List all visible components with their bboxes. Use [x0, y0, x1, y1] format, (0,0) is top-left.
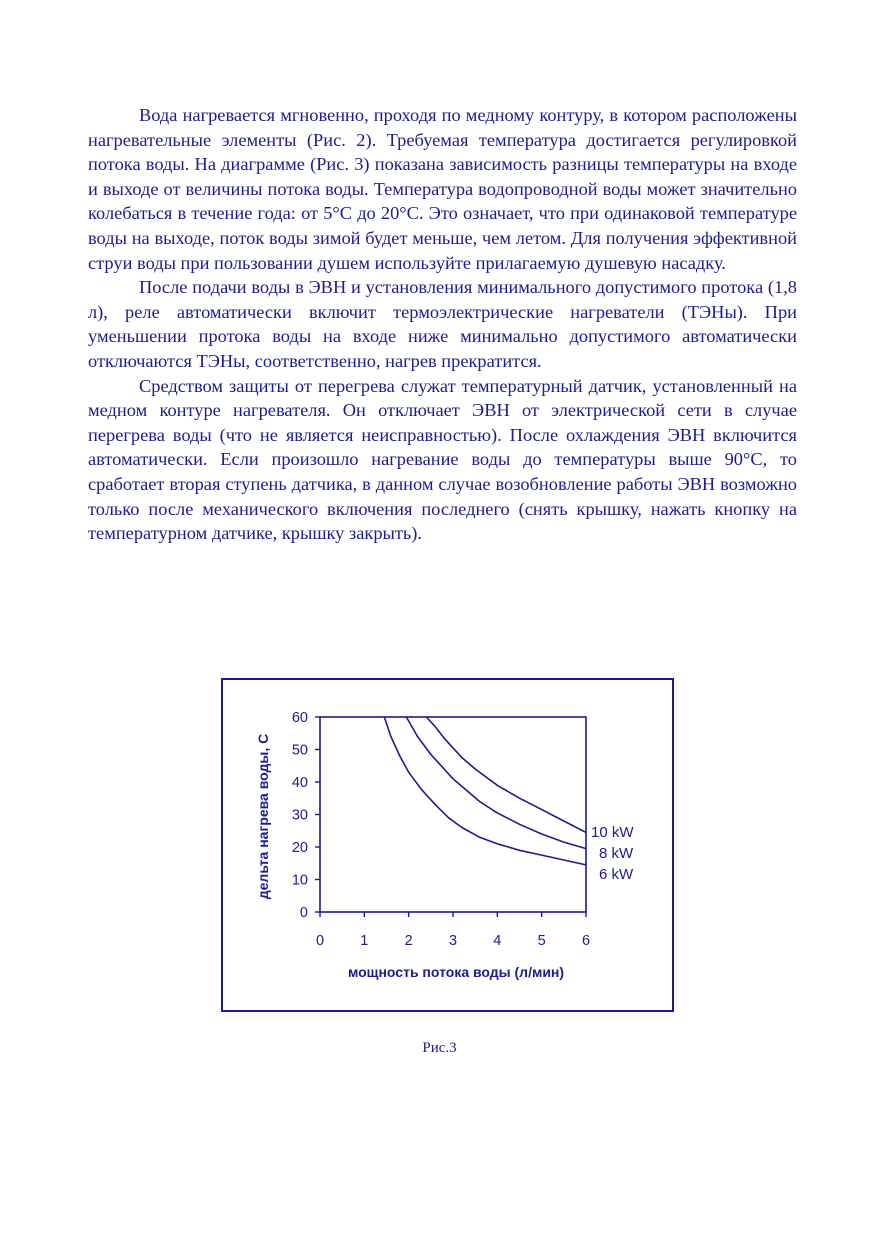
x-tick-label: 1 — [360, 933, 369, 949]
series-line-8kw — [406, 717, 586, 849]
paragraph-water-heating: Вода нагревается мгновенно, проходя по медному контуру, в котором расположены нагревательные элементы (Рис. 2). Требуемая температура достигается регулировкой потока воды. На диаграмме (Рис. 3) показана зависимость разницы температуры на входе и выходе от величины потока воды. Температура водопроводной воды может значительно колебаться в течение года: от 5°С до 20°С. Это означает, что при одинаковой температуре воды на выходе, поток воды зимой будет меньше, чем летом. Для получения эффективной струи воды при пользовании душем используйте прилагаемую душевую насадку. — [88, 105, 797, 273]
x-tick-label: 0 — [315, 933, 325, 949]
y-axis-label: дельта нагрева воды, С — [255, 733, 271, 900]
legend-entry: 6 kW — [599, 866, 634, 883]
x-tick-label: 2 — [404, 933, 413, 949]
x-tick-label: 6 — [581, 933, 591, 949]
paragraph-overheat-protection: Средством защиты от перегрева служат температурный датчик, установленный на медном контуре нагревателя. Он отключает ЭВН от электрической сети в случае перегрева воды (что не является неисправностью). После охлаждения ЭВН включится автоматически. Если произошло нагревание воды до температуры выше 90°С, то сработает вторая ступень датчика, в данном случае возобновление работы ЭВН возможно только после механического включения последнего (снять крышку, нажать кнопку на температурном датчике, крышку закрыть). — [88, 375, 797, 544]
legend-entry: 8 kW — [599, 845, 634, 862]
temperature-delta-chart — [223, 680, 676, 1014]
y-tick-label: 40 — [291, 775, 308, 791]
y-tick-label: 10 — [291, 872, 308, 889]
y-tick-label: 20 — [291, 840, 308, 856]
document-body — [88, 103, 797, 546]
x-tick-label: 3 — [448, 933, 458, 949]
figure-caption: Рис.3 — [422, 1040, 457, 1056]
legend-entry: 10 kW — [591, 824, 634, 841]
paragraph-flow-relay: После подачи воды в ЭВН и установления минимального допустимого протока (1,8 л), реле автоматически включит термоэлектрические нагреватели (ТЭНы). При уменьшении протока воды на входе ниже минимально допустимого автоматически отключаются ТЭНы, соответственно, нагрев прекратится. — [88, 277, 797, 371]
y-tick-label: 50 — [291, 742, 308, 759]
y-tick-label: 60 — [291, 710, 308, 726]
series-line-6kw — [384, 717, 586, 865]
y-tick-label: 30 — [291, 807, 308, 824]
x-tick-label: 4 — [493, 933, 502, 949]
y-tick-label: 0 — [299, 905, 308, 921]
x-axis-label: мощность потока воды (л/мин) — [347, 964, 565, 980]
x-tick-label: 5 — [537, 933, 546, 949]
plot-area-frame — [320, 717, 586, 912]
figure-3-frame — [221, 678, 674, 1012]
